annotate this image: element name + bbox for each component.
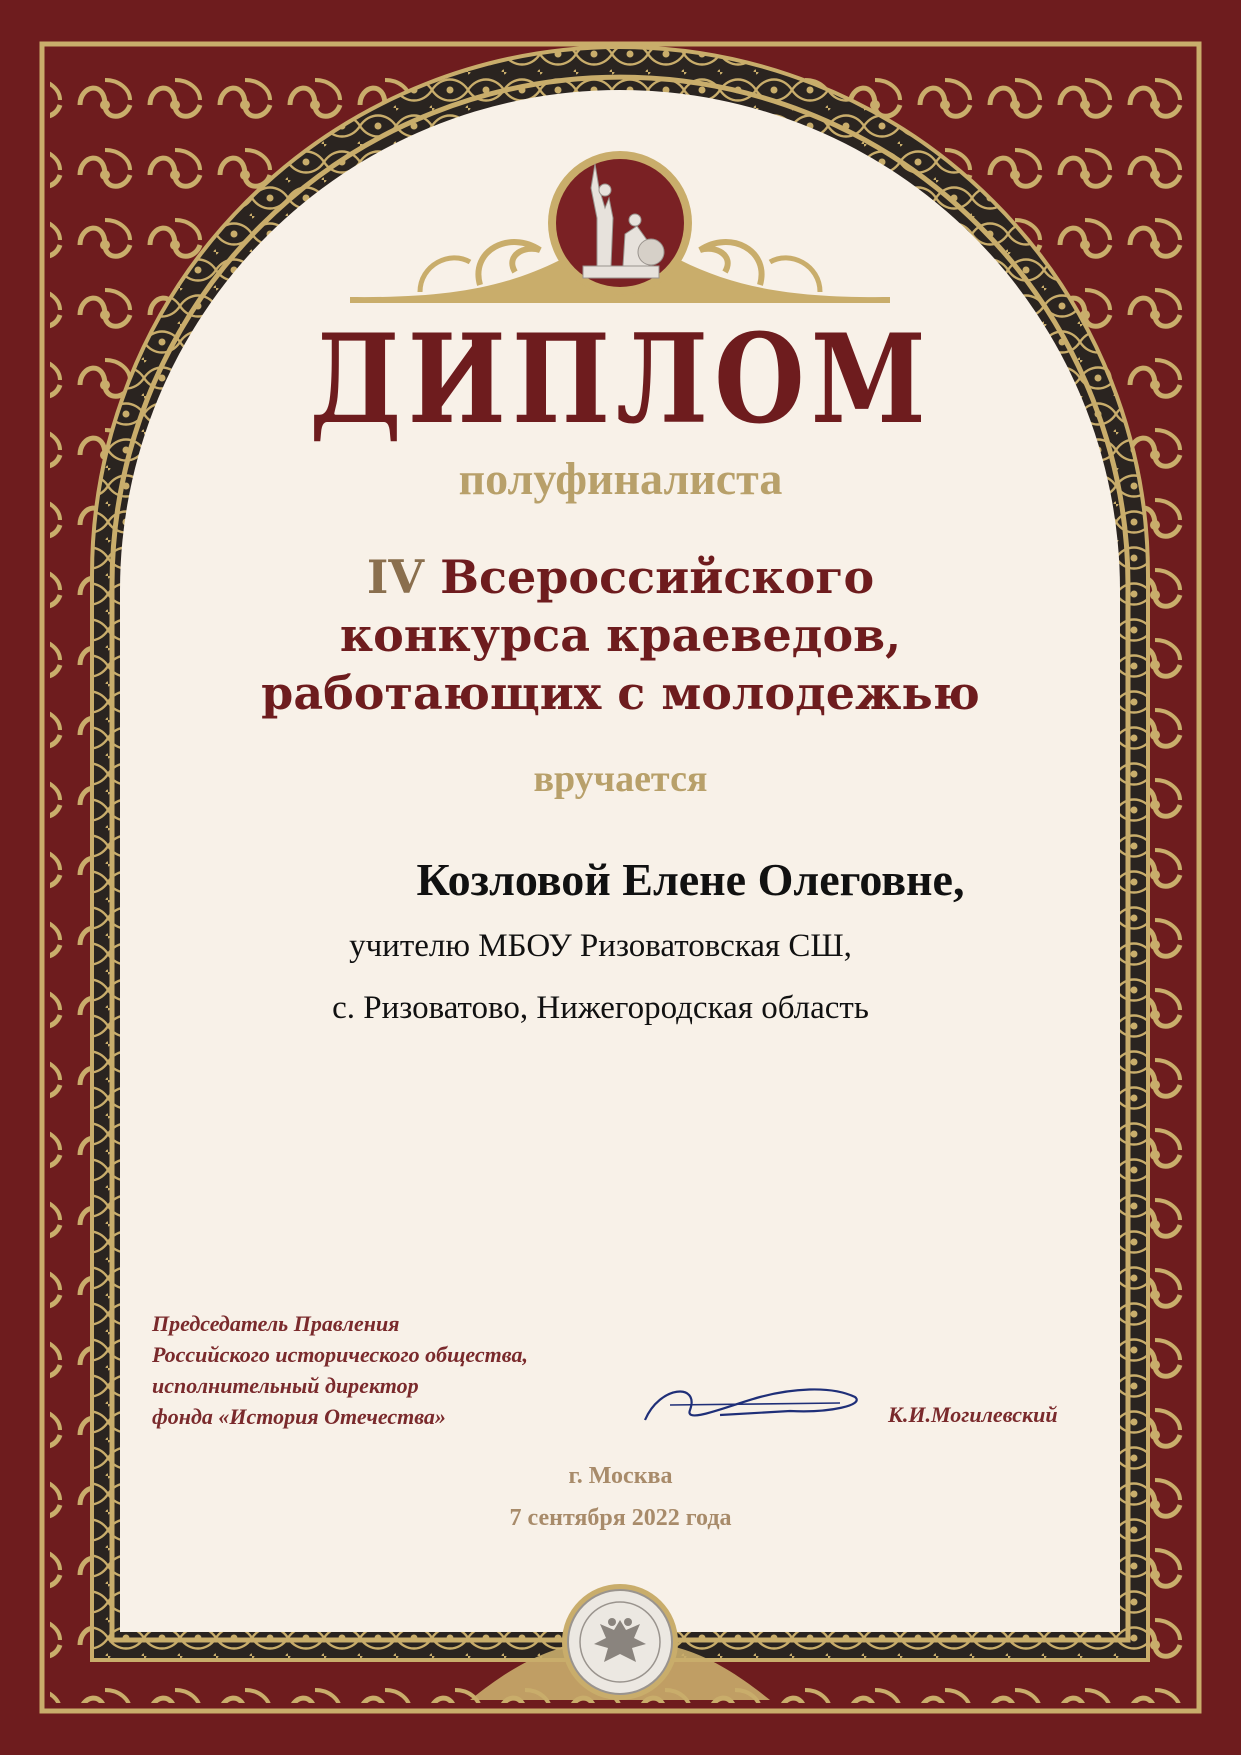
awarded-label: вручается [533, 758, 708, 800]
competition-line-3: работающих с молодежью [261, 666, 980, 720]
competition-line-1 [0, 548, 1241, 606]
diploma-title: ДИПЛОМ [309, 306, 932, 452]
diploma-subtitle: полуфиналиста [458, 453, 783, 504]
signer-title-line-3: исполнительный директор [152, 1373, 419, 1398]
issue-city: г. Москва [568, 1463, 673, 1489]
recipient-position: учителю МБОУ Ризоватовская СШ, [349, 928, 852, 964]
competition-numeral: IV [366, 550, 425, 604]
signer-name: К.И.Могилевский [888, 1402, 1058, 1427]
signer-title-line-2: Российского исторического общества, [152, 1342, 528, 1367]
minin-pozharsky-emblem-icon [545, 148, 695, 298]
signer-title [152, 1308, 528, 1432]
recipient-location: с. Ризоватово, Нижегородская область [332, 990, 869, 1026]
signer-title-line-1: Председатель Правления [152, 1311, 400, 1336]
recipient-name: Козловой Елене Олеговне, [416, 854, 965, 905]
competition-line-2: конкурса краеведов, [339, 608, 902, 662]
competition-name [0, 548, 1241, 722]
competition-line-1-text: Всероссийского [440, 550, 875, 604]
signer-title-line-4: фонда «История Отечества» [152, 1404, 446, 1429]
signature [640, 1375, 870, 1435]
double-headed-eagle-seal-icon [560, 1582, 680, 1702]
issue-date: 7 сентября 2022 года [509, 1505, 732, 1531]
